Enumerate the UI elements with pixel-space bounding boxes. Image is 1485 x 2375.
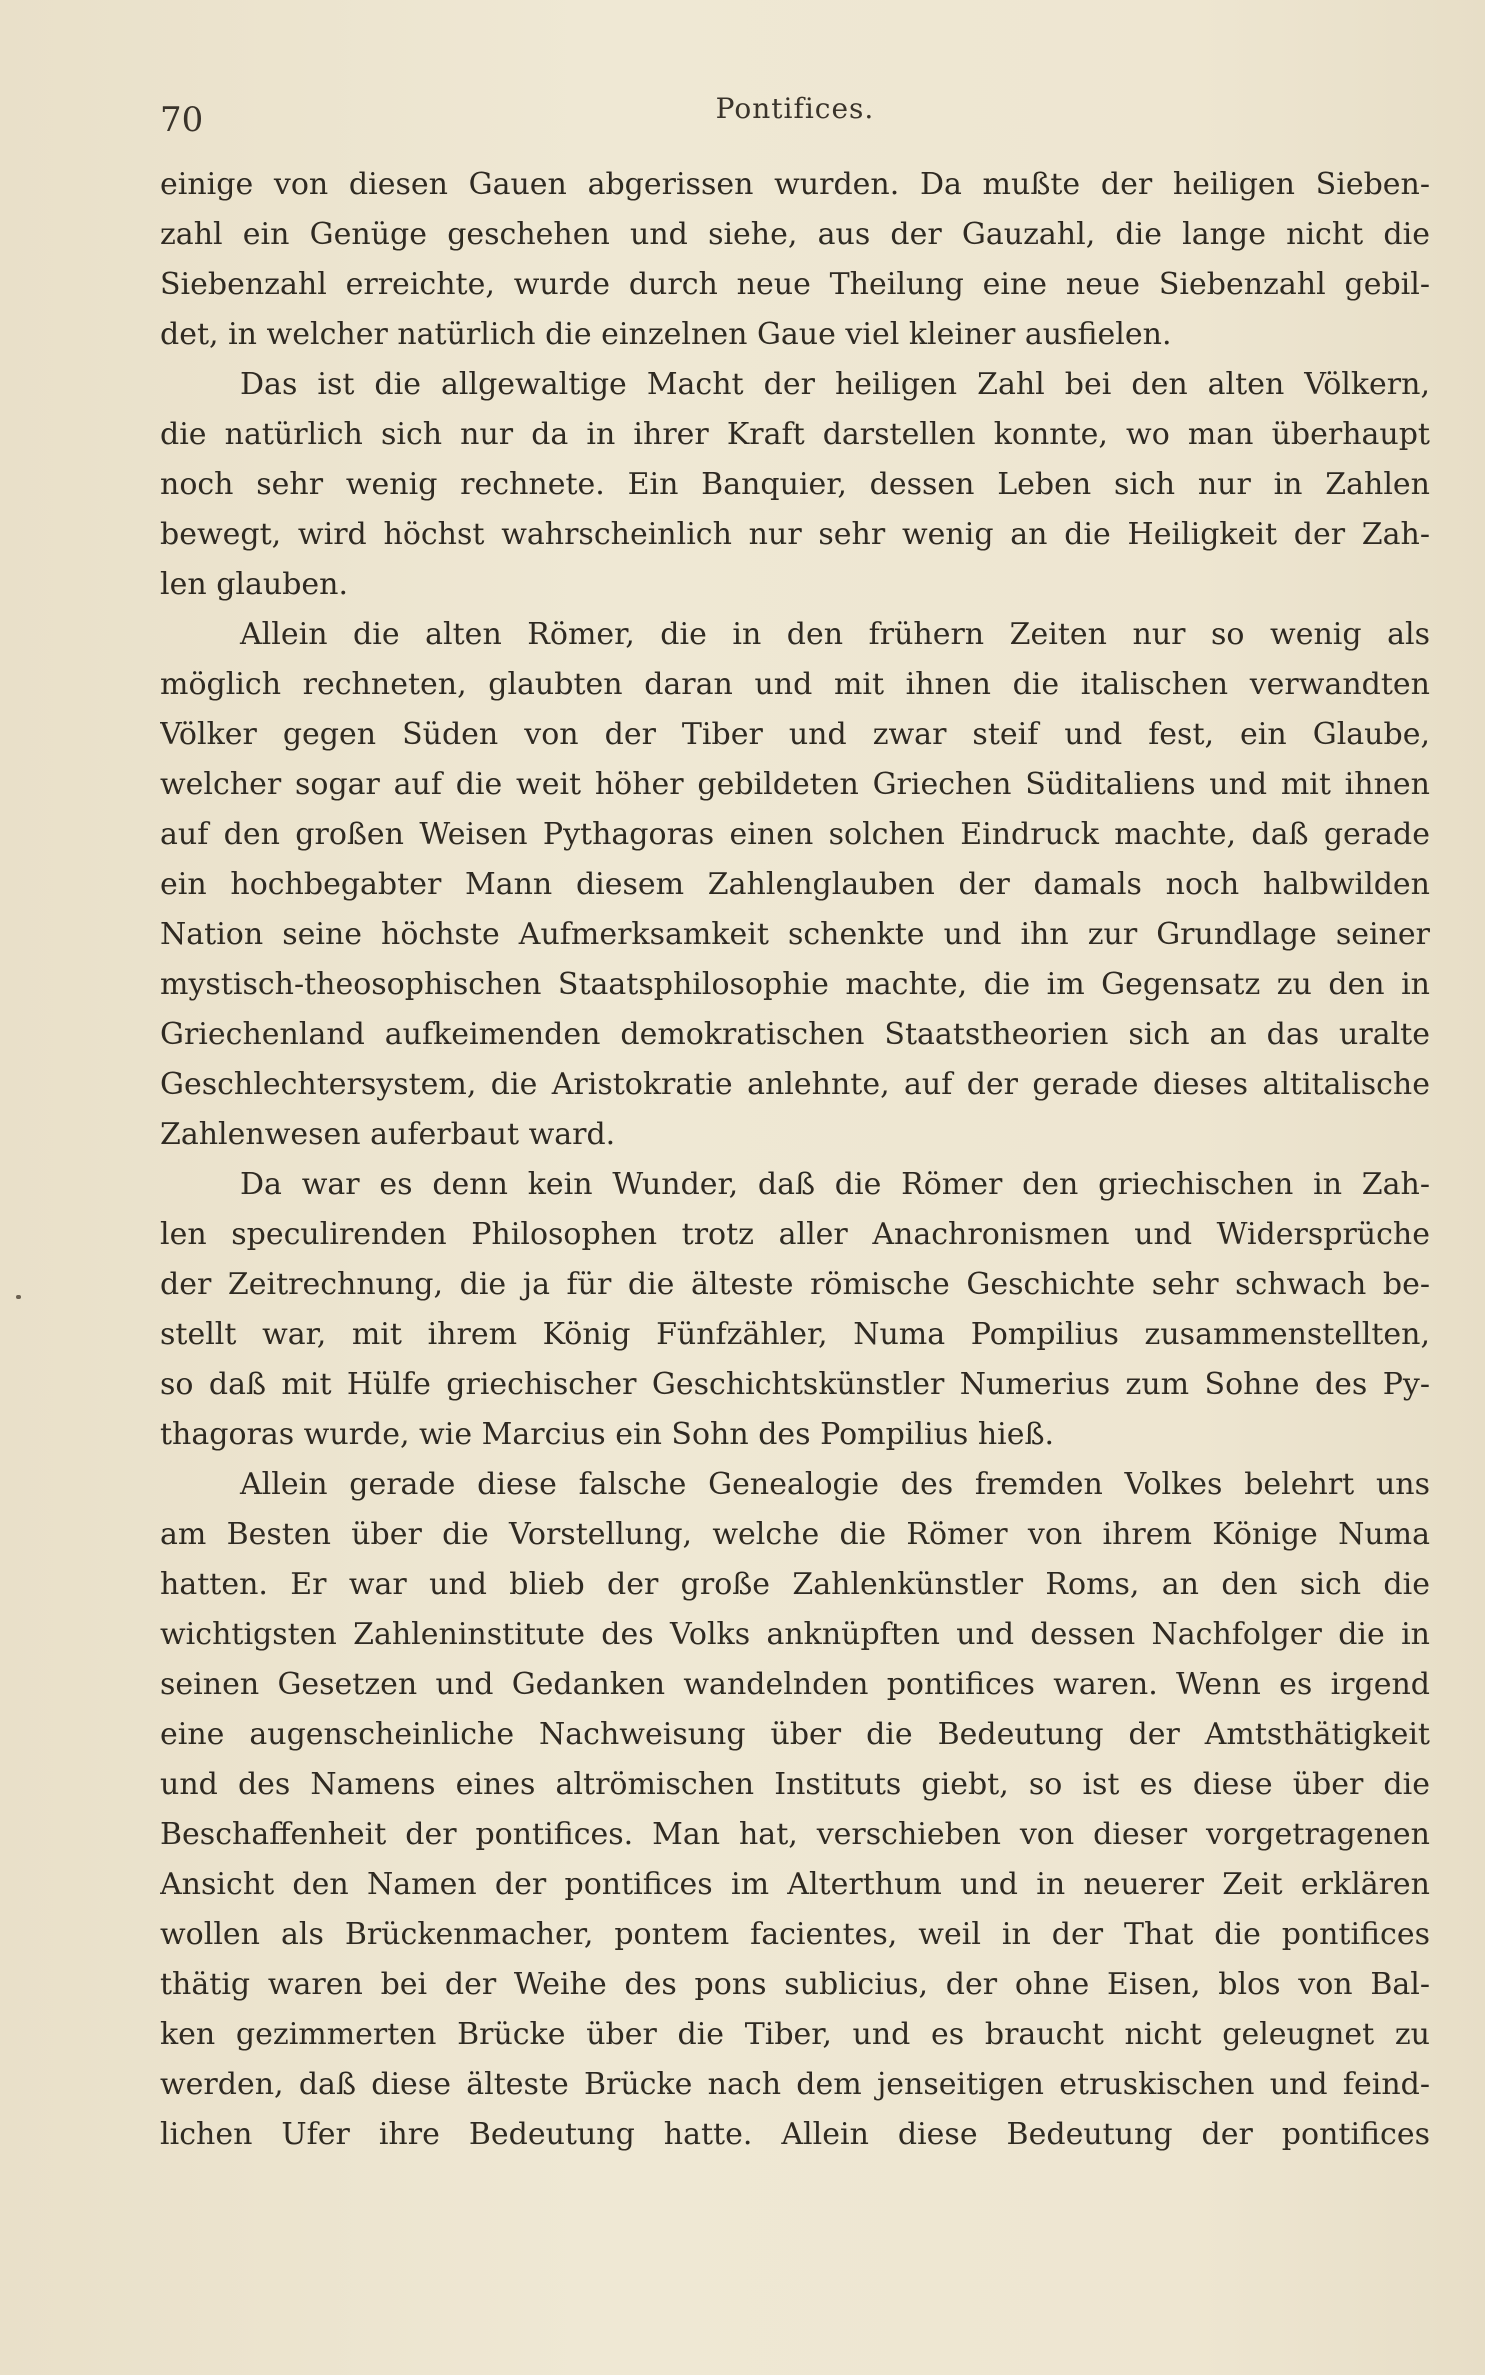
margin-speck — [16, 1295, 21, 1299]
page-number: 70 — [160, 100, 204, 140]
text-line: der Zeitrechnung, die ja für die älteste römische Geschichte sehr schwach be- — [160, 1267, 1430, 1302]
text-line: eine augenscheinliche Nachweisung über die Bedeutung der Amtsthätigkeit — [160, 1717, 1430, 1752]
text-line: len speculirenden Philosophen trotz aller Anachronismen und Widersprüche — [160, 1217, 1430, 1252]
text-line: Ansicht den Namen der pontifices im Alterthum und in neuerer Zeit erklären — [160, 1867, 1430, 1902]
text-line: zahl ein Genüge geschehen und siehe, aus der Gauzahl, die lange nicht die — [160, 217, 1430, 252]
running-head: Pontifices. — [715, 92, 875, 125]
text-line: Da war es denn kein Wunder, daß die Römer den griechischen in Zah- — [240, 1167, 1430, 1202]
text-line: wichtigsten Zahleninstitute des Volks anknüpften und dessen Nachfolger die in — [160, 1617, 1430, 1652]
text-line: thätig waren bei der Weihe des pons sublicius, der ohne Eisen, blos von Bal- — [160, 1967, 1430, 2002]
text-line: seinen Gesetzen und Gedanken wandelnden pontifices waren. Wenn es irgend — [160, 1667, 1430, 1702]
text-line: Völker gegen Süden von der Tiber und zwar steif und fest, ein Glaube, — [160, 717, 1430, 752]
text-line: möglich rechneten, glaubten daran und mit ihnen die italischen verwandten — [160, 667, 1430, 702]
text-line: Siebenzahl erreichte, wurde durch neue Theilung eine neue Siebenzahl gebil- — [160, 267, 1430, 302]
text-line: noch sehr wenig rechnete. Ein Banquier, dessen Leben sich nur in Zahlen — [160, 467, 1430, 502]
text-line: Beschaffenheit der pontifices. Man hat, verschieben von dieser vorgetragenen — [160, 1817, 1430, 1852]
text-line: thagoras wurde, wie Marcius ein Sohn des Pompilius hieß. — [160, 1417, 1055, 1452]
text-line: Nation seine höchste Aufmerksamkeit schenkte und ihn zur Grundlage seiner — [160, 917, 1430, 952]
text-line: Allein die alten Römer, die in den frühern Zeiten nur so wenig als — [240, 617, 1430, 652]
body-text — [160, 160, 1430, 2160]
text-line: wollen als Brückenmacher, pontem facientes, weil in der That die pontifices — [160, 1917, 1430, 1952]
text-line: die natürlich sich nur da in ihrer Kraft darstellen konnte, wo man überhaupt — [160, 417, 1430, 452]
text-line: Das ist die allgewaltige Macht der heiligen Zahl bei den alten Völkern, — [240, 367, 1430, 402]
text-line: Allein gerade diese falsche Genealogie des fremden Volkes belehrt uns — [240, 1467, 1430, 1502]
text-line: stellt war, mit ihrem König Fünfzähler, Numa Pompilius zusammenstellten, — [160, 1317, 1430, 1352]
text-line: einige von diesen Gauen abgerissen wurden. Da mußte der heiligen Sieben- — [160, 167, 1430, 202]
text-line: welcher sogar auf die weit höher gebildeten Griechen Süditaliens und mit ihnen — [160, 767, 1430, 802]
text-line: werden, daß diese älteste Brücke nach dem jenseitigen etruskischen und feind- — [160, 2067, 1430, 2102]
text-line: mystisch-theosophischen Staatsphilosophie machte, die im Gegensatz zu den in — [160, 967, 1430, 1002]
page-header — [160, 92, 1430, 142]
text-line: Geschlechtersystem, die Aristokratie anlehnte, auf der gerade dieses altitalische — [160, 1067, 1430, 1102]
text-line: det, in welcher natürlich die einzelnen Gaue viel kleiner ausfielen. — [160, 317, 1172, 352]
text-line: ein hochbegabter Mann diesem Zahlenglauben der damals noch halbwilden — [160, 867, 1430, 902]
text-line: Griechenland aufkeimenden demokratischen Staatstheorien sich an das uralte — [160, 1017, 1430, 1052]
text-line: lichen Ufer ihre Bedeutung hatte. Allein diese Bedeutung der pontifices — [160, 2117, 1430, 2152]
text-line: len glauben. — [160, 567, 349, 602]
text-line: Zahlenwesen auferbaut ward. — [160, 1117, 616, 1152]
text-line: ken gezimmerten Brücke über die Tiber, und es braucht nicht geleugnet zu — [160, 2017, 1430, 2052]
text-line: und des Namens eines altrömischen Instituts giebt, so ist es diese über die — [160, 1767, 1430, 1802]
text-line: auf den großen Weisen Pythagoras einen solchen Eindruck machte, daß gerade — [160, 817, 1430, 852]
text-line: bewegt, wird höchst wahrscheinlich nur sehr wenig an die Heiligkeit der Zah- — [160, 517, 1430, 552]
text-line: am Besten über die Vorstellung, welche die Römer von ihrem Könige Numa — [160, 1517, 1430, 1552]
text-line: hatten. Er war und blieb der große Zahlenkünstler Roms, an den sich die — [160, 1567, 1430, 1602]
text-line: so daß mit Hülfe griechischer Geschichtskünstler Numerius zum Sohne des Py- — [160, 1367, 1430, 1402]
